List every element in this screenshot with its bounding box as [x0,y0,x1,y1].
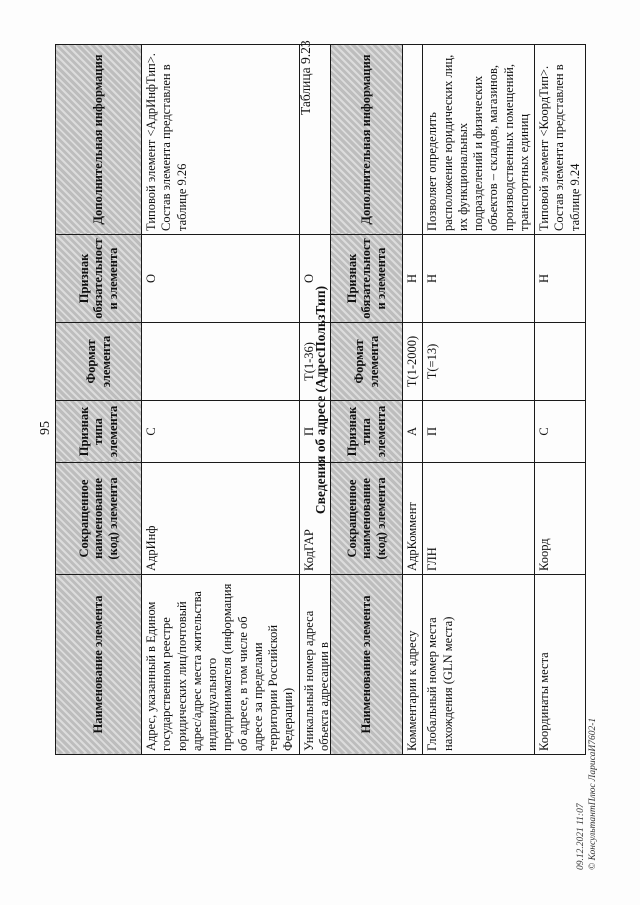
cell-extra [535,45,586,235]
footer-source: © КонсультантПлюс ЛарисаИ7602-1 [588,717,599,870]
cell-short-name: АдрКоммент [403,463,423,575]
table-row [403,45,423,755]
cell-name: Координаты места [535,575,586,755]
header-type: Признак типа элемента [331,401,403,463]
cell-name: Комментарии к адресу [403,575,423,755]
cell-format [535,323,586,401]
cell-type: С [535,401,586,463]
header-required: Признак обязательности элемента [56,235,142,323]
table-header-row [56,45,142,755]
header-extra: Дополнительная информация [331,45,403,235]
footer-stamp [575,718,600,870]
cell-type: А [403,401,423,463]
cell-required: О [299,235,365,323]
cell-extra-line-1: Типовой элемент <КоордТип>. [537,65,551,231]
cell-name: Адрес, указанный в Едином государственном реестре юридических лиц/почтовый адрес/адрес места жительства индивидуального предпринимателя (информация об адресе, в том числе об адресе за пределами территории Российской Федерации) [142,575,300,755]
header-type: Признак типа элемента [56,401,142,463]
cell-name: Глобальный номер места нахождения (GLN места) [423,575,535,755]
cell-required: О [142,235,300,323]
header-name: Наименование элемента [331,575,403,755]
footer-date: 09.12.2021 11:07 [576,803,586,870]
cell-format [142,323,300,401]
table-row [423,45,535,755]
cell-format: T(=13) [423,323,535,401]
page-number: 95 [38,421,53,435]
header-format: Формат элемента [331,323,403,401]
cell-extra [142,45,300,235]
address-details-table [330,44,586,755]
cell-extra [403,45,423,235]
cell-extra-line-1: Типовой элемент <АдрИнфТип>. [144,53,158,231]
cell-type: П [423,401,535,463]
cell-required: Н [535,235,586,323]
cell-format: T(1-2000) [403,323,423,401]
cell-short-name: ГЛН [423,463,535,575]
table-row [142,45,300,755]
cell-extra-line-2: Состав элемента представлен в таблице 9.24 [552,64,582,231]
cell-required: Н [403,235,423,323]
cell-type: П [299,401,365,463]
cell-extra-line-2: Состав элемента представлен в таблице 9.26 [159,64,189,231]
table-number-label: Таблица 9.23 [298,40,313,115]
cell-type: С [142,401,300,463]
cell-name: Уникальный номер адреса объекта адресации в [299,575,365,755]
table-title: Сведения об адресе (АдресПользТип) [313,285,328,515]
cell-short-name: Коорд [535,463,586,575]
header-format: Формат элемента [56,323,142,401]
cell-extra-line-1: Позволяет определить расположение юридических лиц, их функциональных подразделений и физических объектов – складов, магазинов, производственных помещений, транспортных единиц [425,54,531,231]
header-extra: Дополнительная информация [56,45,142,235]
table-row [535,45,586,755]
header-required: Признак обязательности элемента [331,235,403,323]
table-header-row [331,45,403,755]
cell-required: Н [423,235,535,323]
cell-short-name: КодГАР [299,463,365,575]
header-short-name: Сокращенное наименование (код) элемента [331,463,403,575]
header-name: Наименование элемента [56,575,142,755]
header-short-name: Сокращенное наименование (код) элемента [56,463,142,575]
cell-short-name: АдрИнф [142,463,300,575]
cell-extra [423,45,535,235]
cell-format: T(1-36) [299,323,365,401]
